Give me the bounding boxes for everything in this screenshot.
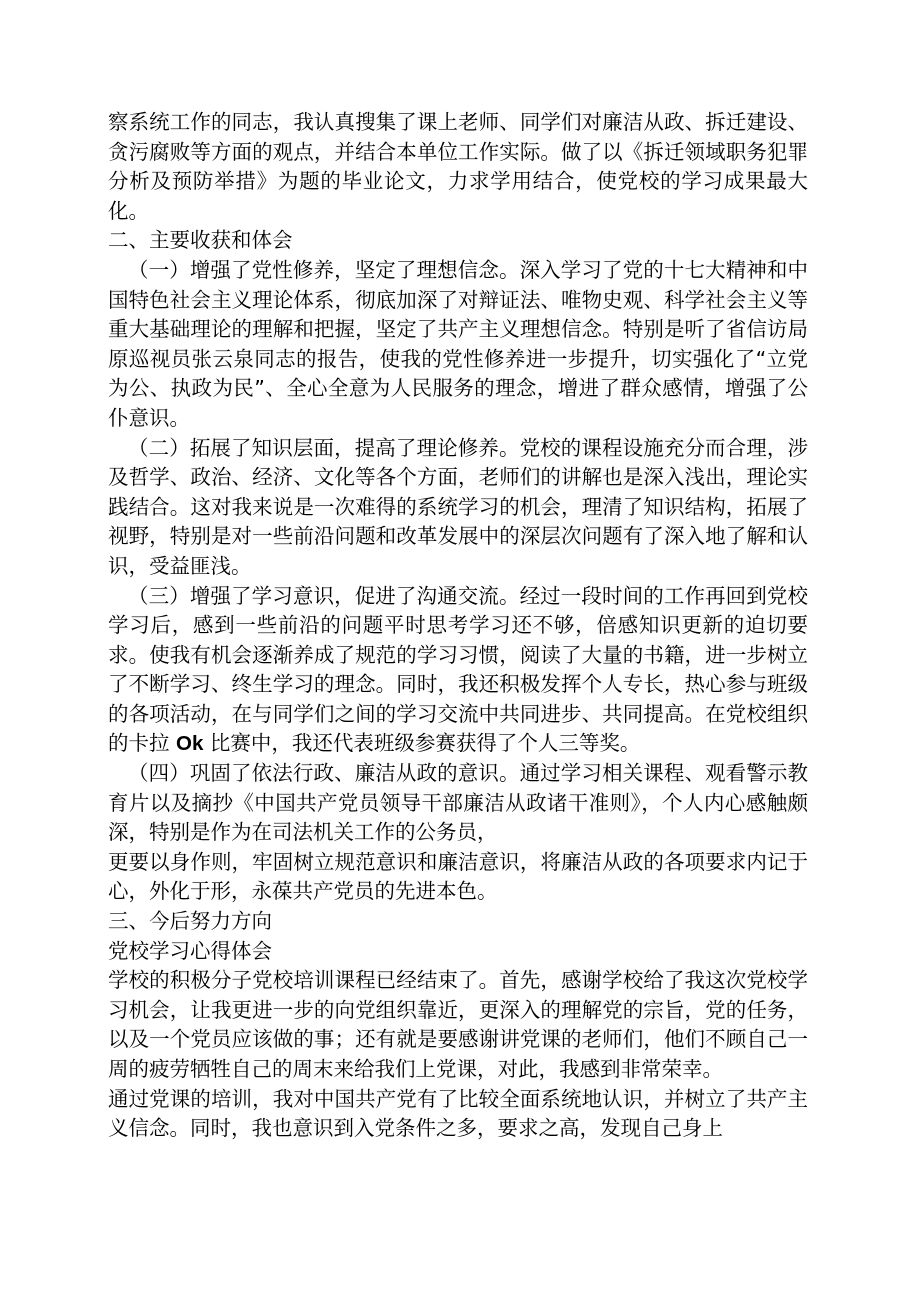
paragraph-3-text-a: （三）增强了学习意识，促进了沟通交流。经过一段时间的工作再回到党校学习后，感到一些前沿的问题平时思考学习还不够，倍感知识更新的迫切要求。使我有机会逐渐养成了规范的学习习惯，阅读了大量的书籍，进一步树立了不断学习、终生学习的理念。同时，我还积极发挥个人专长，热心参与班级的各项活动，在与同学们之间的学习交流中共同进步、共同提高。在党校组织的卡拉 <box>108 583 808 756</box>
paragraph-3-text-b: 比赛中，我还代表班级参赛获得了个人三等奖。 <box>209 731 641 756</box>
paragraph-3-ok: Ok <box>176 732 204 756</box>
paragraph-3 <box>108 582 808 760</box>
paragraph-4: （四）巩固了依法行政、廉洁从政的意识。通过学习相关课程、观看警示教育片以及摘抄《中国共产党员领导干部廉洁从政诸干准则》，个人内心感触颇深，特别是作为在司法机关工作的公务员， <box>108 761 808 845</box>
paragraph-5: 更要以身作则，牢固树立规范意识和廉洁意识，将廉洁从政的各项要求内记于心，外化于形，永葆共产党员的先进本色。 <box>108 849 808 904</box>
document-page <box>108 108 808 1144</box>
paragraph-1: （一）增强了党性修养，坚定了理想信念。深入学习了党的十七大精神和中国特色社会主义理论体系，彻底加深了对辩证法、唯物史观、科学社会主义等重大基础理论的理解和把握，坚定了共产主义理想信念。特别是听了省信访局原巡视员张云泉同志的报告，使我的党性修养进一步提升，切实强化了“立党为公、执政为民”、全心全意为人民服务的理念，增进了群众感情，增强了公仆意识。 <box>108 257 808 430</box>
paragraph-6: 学校的积极分子党校培训课程已经结束了。首先，感谢学校给了我这次党校学习机会，让我更进一步的向党组织靠近，更深入的理解党的宗旨，党的任务，以及一个党员应该做的事；还有就是要感谢讲党课的老师们，他们不顾自己一周的疲劳牺牲自己的周末来给我们上党课，对此，我感到非常荣幸。 <box>108 968 808 1081</box>
paragraph-7: 通过党课的培训，我对中国共产党有了比较全面系统地认识，并树立了共产主义信念。同时，我也意识到入党条件之多，要求之高，发现自己身上 <box>108 1086 808 1141</box>
section-heading-2: 二、主要收获和体会 <box>108 228 293 253</box>
paragraph-intro: 察系统工作的同志，我认真搜集了课上老师、同学们对廉洁从政、拆迁建设、贪污腐败等方面的观点，并结合本单位工作实际。做了以《拆迁领域职务犯罪分析及预防举措》为题的毕业论文，力求学用结合，使党校的学习成果最大化。 <box>108 110 808 223</box>
section-heading-3: 三、今后努力方向 <box>108 909 272 934</box>
document-title: 党校学习心得体会 <box>108 938 272 963</box>
paragraph-2: （二）拓展了知识层面，提高了理论修养。党校的课程设施充分而合理，涉及哲学、政治、经济、文化等各个方面，老师们的讲解也是深入浅出，理论实践结合。这对我来说是一次难得的系统学习的机会，理清了知识结构，拓展了视野，特别是对一些前沿问题和改革发展中的深层次问题有了深入地了解和认识，受益匪浅。 <box>108 435 808 578</box>
